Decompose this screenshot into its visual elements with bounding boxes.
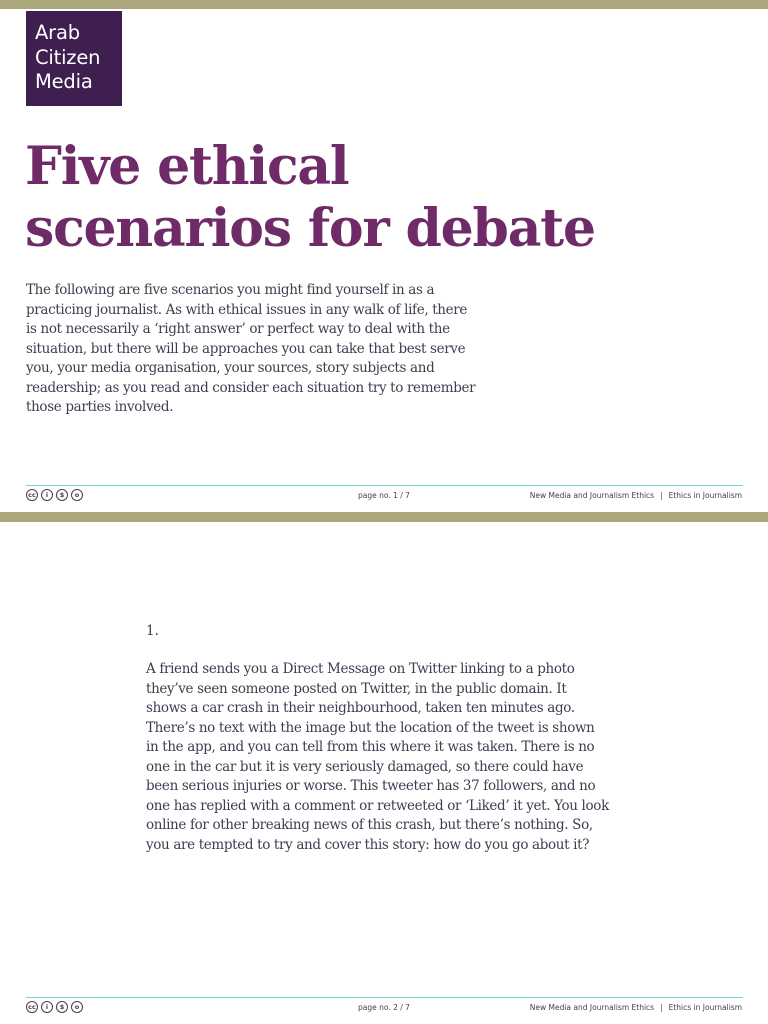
- scenario-line: shows a car crash in their neighbourhood, taken ten minutes ago.: [146, 700, 575, 716]
- footer-rule: [26, 997, 743, 998]
- page-number-value: 1 / 7: [393, 491, 410, 500]
- title-line: scenarios for debate: [25, 198, 595, 259]
- cc-icon: cc: [26, 489, 38, 501]
- scenario-line: one in the car but it is very seriously damaged, so there could have: [146, 758, 584, 775]
- page-break-band: [0, 512, 768, 522]
- title-line: Five ethical: [25, 136, 349, 197]
- page-top-band: [0, 0, 768, 9]
- scenario-line: been serious injuries or worse. This tweeter has 37 followers, and no: [146, 778, 596, 794]
- section-title: Ethics in Journalism: [668, 1003, 742, 1012]
- scenario-line: online for other breaking news of this crash, but there’s nothing. So,: [146, 817, 593, 833]
- scenario-line: There’s no text with the image but the location of the tweet is shown: [146, 719, 595, 736]
- page-number: [358, 491, 410, 500]
- footer-separator: |: [660, 491, 663, 500]
- section-title: Ethics in Journalism: [668, 491, 742, 500]
- license-icons: [26, 489, 83, 501]
- logo-line: Arab: [35, 21, 80, 44]
- scenario-line: A friend sends you a Direct Message on Twitter linking to a photo: [146, 661, 575, 677]
- scenario-line: one has replied with a comment or retweeted or ‘Liked’ it yet. You look: [146, 797, 609, 814]
- footer-rule: [26, 485, 743, 486]
- nc-icon: $: [56, 1001, 68, 1013]
- document-title: [25, 136, 725, 260]
- by-icon: i: [41, 1001, 53, 1013]
- footer-separator: |: [660, 1003, 663, 1012]
- page-number: [358, 1003, 410, 1012]
- intro-line: The following are five scenarios you might find yourself in as a: [26, 282, 435, 298]
- page-number-label: page no.: [358, 1003, 391, 1012]
- intro-line: readership; as you read and consider each situation try to remember: [26, 379, 476, 396]
- publication-title: New Media and Journalism Ethics: [529, 1003, 655, 1012]
- license-icons: [26, 1001, 83, 1013]
- scenario-line: they’ve seen someone posted on Twitter, in the public domain. It: [146, 680, 567, 697]
- intro-line: situation, but there will be approaches you can take that best serve: [26, 340, 466, 357]
- page-number-value: 2 / 7: [393, 1003, 410, 1012]
- footer-publication: [530, 1003, 742, 1012]
- cc-icon: cc: [26, 1001, 38, 1013]
- logo-line: Citizen: [35, 45, 101, 69]
- arab-citizen-media-logo: [26, 11, 122, 106]
- scenario-line: you are tempted to try and cover this story: how do you go about it?: [146, 836, 590, 853]
- scenario-paragraph: [146, 660, 626, 855]
- sa-icon: o: [71, 1001, 83, 1013]
- nc-icon: $: [56, 489, 68, 501]
- by-icon: i: [41, 489, 53, 501]
- intro-line: practicing journalist. As with ethical issues in any walk of life, there: [26, 301, 468, 318]
- footer-publication: [530, 491, 742, 500]
- page-number-label: page no.: [358, 491, 391, 500]
- logo-line: Media: [35, 70, 93, 93]
- intro-line: is not necessarily a ‘right answer’ or perfect way to deal with the: [26, 321, 450, 337]
- intro-line: you, your media organisation, your sources, story subjects and: [26, 360, 435, 376]
- publication-title: New Media and Journalism Ethics: [529, 491, 655, 500]
- scenario-line: in the app, and you can tell from this where it was taken. There is no: [146, 739, 595, 755]
- intro-line: those parties involved.: [26, 399, 174, 415]
- scenario-number: 1.: [146, 623, 159, 639]
- intro-paragraph: [26, 281, 506, 418]
- sa-icon: o: [71, 489, 83, 501]
